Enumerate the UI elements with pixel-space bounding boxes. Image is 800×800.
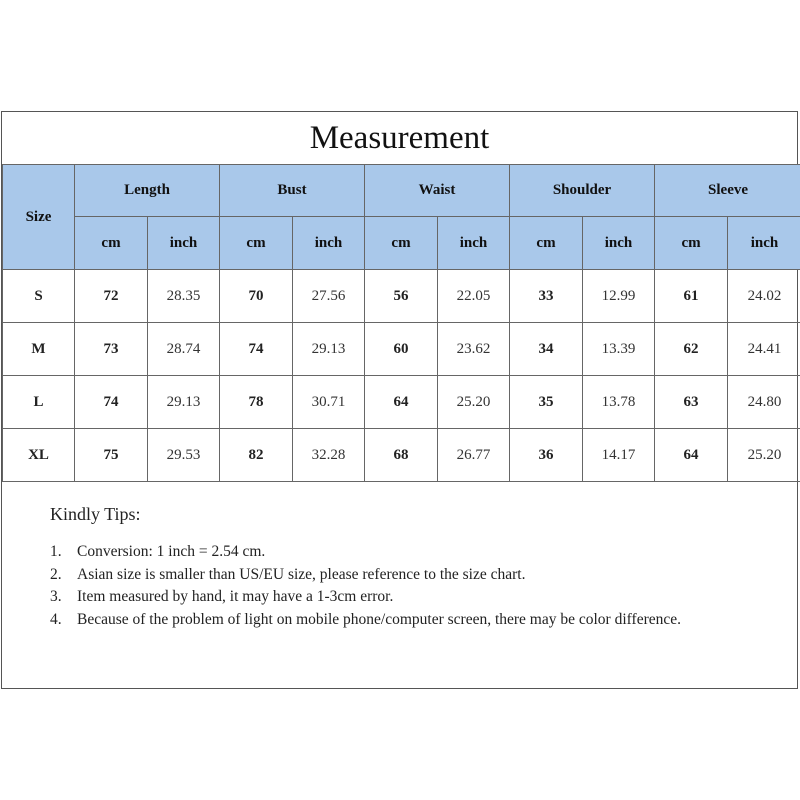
bust-inch-cell: 32.28 xyxy=(293,429,365,482)
sleeve-cm-cell: 64 xyxy=(655,429,728,482)
table-row xyxy=(3,429,800,482)
unit-header-cm: cm xyxy=(75,217,148,270)
unit-header-inch: inch xyxy=(438,217,510,270)
shoulder-inch-cell: 14.17 xyxy=(583,429,655,482)
bust-inch-cell: 27.56 xyxy=(293,270,365,323)
length-inch-cell: 28.35 xyxy=(148,270,220,323)
length-inch-cell: 29.13 xyxy=(148,376,220,429)
shoulder-inch-cell: 13.78 xyxy=(583,376,655,429)
shoulder-cm-cell: 34 xyxy=(510,323,583,376)
bust-inch-cell: 30.71 xyxy=(293,376,365,429)
sleeve-cm-cell: 62 xyxy=(655,323,728,376)
table-row xyxy=(3,376,800,429)
chart-title: Measurement xyxy=(309,119,490,156)
tip-number: 4. xyxy=(50,610,62,628)
size-column-header: Size xyxy=(3,165,75,270)
sleeve-cm-cell: 61 xyxy=(655,270,728,323)
size-label: XL xyxy=(3,429,75,482)
tip-text: Conversion: 1 inch = 2.54 cm. xyxy=(77,543,266,560)
length-cm-cell: 75 xyxy=(75,429,148,482)
sleeve-inch-cell: 24.41 xyxy=(728,323,800,376)
waist-cm-cell: 64 xyxy=(365,376,438,429)
list-item xyxy=(50,586,750,609)
shoulder-inch-cell: 12.99 xyxy=(583,270,655,323)
size-label: M xyxy=(3,323,75,376)
tip-text: Asian size is smaller than US/EU size, please reference to the size chart. xyxy=(77,565,526,583)
bust-cm-cell: 82 xyxy=(220,429,293,482)
length-inch-cell: 28.74 xyxy=(148,323,220,376)
tip-number: 2. xyxy=(50,565,62,583)
shoulder-cm-cell: 33 xyxy=(510,270,583,323)
unit-header-inch: inch xyxy=(148,217,220,270)
table-row xyxy=(3,323,800,376)
group-header-shoulder: Shoulder xyxy=(510,165,655,217)
tips-list xyxy=(50,541,750,631)
bust-cm-cell: 78 xyxy=(220,376,293,429)
tip-number: 3. xyxy=(50,588,62,605)
tips-section xyxy=(50,504,750,631)
unit-header-inch: inch xyxy=(583,217,655,270)
size-label: S xyxy=(3,270,75,323)
sleeve-inch-cell: 25.20 xyxy=(728,429,800,482)
bust-cm-cell: 70 xyxy=(220,270,293,323)
waist-cm-cell: 56 xyxy=(365,270,438,323)
bust-cm-cell: 74 xyxy=(220,323,293,376)
length-inch-cell: 29.53 xyxy=(148,429,220,482)
group-header-length: Length xyxy=(75,165,220,217)
waist-inch-cell: 26.77 xyxy=(438,429,510,482)
bust-inch-cell: 29.13 xyxy=(293,323,365,376)
unit-header-cm: cm xyxy=(655,217,728,270)
unit-header-cm: cm xyxy=(510,217,583,270)
measurement-table xyxy=(2,164,800,482)
group-header-bust: Bust xyxy=(220,165,365,217)
waist-inch-cell: 22.05 xyxy=(438,270,510,323)
tips-title: Kindly Tips: xyxy=(50,504,141,524)
tip-text: Item measured by hand, it may have a 1-3cm error. xyxy=(77,588,394,605)
sleeve-inch-cell: 24.02 xyxy=(728,270,800,323)
list-item xyxy=(50,541,750,564)
unit-header-inch: inch xyxy=(728,217,800,270)
sleeve-cm-cell: 63 xyxy=(655,376,728,429)
shoulder-cm-cell: 36 xyxy=(510,429,583,482)
list-item xyxy=(50,609,750,632)
shoulder-cm-cell: 35 xyxy=(510,376,583,429)
group-header-waist: Waist xyxy=(365,165,510,217)
unit-header-cm: cm xyxy=(365,217,438,270)
tip-number: 1. xyxy=(50,543,62,560)
size-label: L xyxy=(3,376,75,429)
unit-header-cm: cm xyxy=(220,217,293,270)
length-cm-cell: 74 xyxy=(75,376,148,429)
sleeve-inch-cell: 24.80 xyxy=(728,376,800,429)
waist-inch-cell: 23.62 xyxy=(438,323,510,376)
tip-text: Because of the problem of light on mobile phone/computer screen, there may be color difference. xyxy=(77,610,681,628)
list-item xyxy=(50,564,750,587)
table-row xyxy=(3,270,800,323)
waist-inch-cell: 25.20 xyxy=(438,376,510,429)
length-cm-cell: 73 xyxy=(75,323,148,376)
length-cm-cell: 72 xyxy=(75,270,148,323)
waist-cm-cell: 60 xyxy=(365,323,438,376)
waist-cm-cell: 68 xyxy=(365,429,438,482)
shoulder-inch-cell: 13.39 xyxy=(583,323,655,376)
group-header-sleeve: Sleeve xyxy=(655,165,800,217)
unit-header-inch: inch xyxy=(293,217,365,270)
